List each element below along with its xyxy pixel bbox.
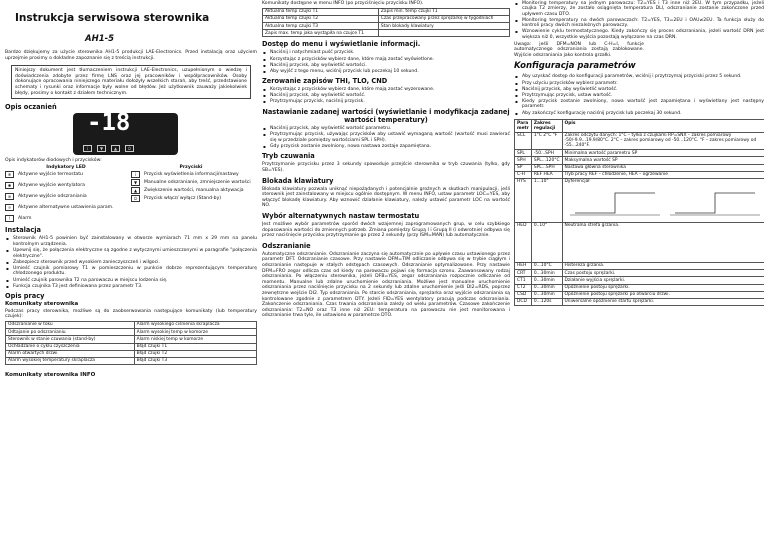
table-cell: HEH: [515, 262, 532, 269]
led-col-title: Indykatory LED: [46, 164, 86, 170]
table-header: Para metr: [515, 120, 532, 132]
table-cell: DCD: [515, 298, 532, 305]
led-label: Alarm: [18, 216, 32, 222]
defrost-text: Automatyczne odszranianie. Odszranianie zaczyna się automatycznie po upływie czasu ustawionego przez parametr DFT. Odszranianie czasowe. Przy nastawie DFM=TIM odliczanie odbywa się w trybie ciągłym i odszranianie następuje w stałych odstępach czasowych. Odszranianie optymalizowane. Przy nastawie DFM=FRO zegar odlicza czas od kiedy na parowaczu pojawi się formacja szronu. Zaawansowany rodzaj odszraniania. Po włączeniu sterownika, jeżeli DFB=YES, zegar odszraniania rozpocznie odliczanie od momentu. Manualne lub zdalne uruchomienie odszraniania. Możliwe jest manualne uruchomienie odszraniania przez naciśnięcie przycisku na 2 sekundy lub zdalne uruchomienie jeśli DI2=RDS, poprzez zewnętrzne wejście DI2. Typ odszraniania. Po starcie odszraniania, sprężarka oraz wyjście odszraniania są kontrolowane zgodnie z parametrem DTY. Jeżeli FID=YES wentylatory pracują podczas odszraniania. Zakończenie odszraniania. Czas trwania odszraniania zależy od wielu parametrów. Czasowe zakończenie odszraniania: T2=NO oraz T3 inne niż 2EU: temperatura na parowaczu nie jest monitorowana i odszranianie trwa tyle, ile ustawiono w parametrze DTO.: [262, 251, 510, 319]
table-cell: 1°C 2°C °F: [531, 132, 562, 150]
table-cell: Maksymalna wartość SP: [562, 157, 764, 164]
table-cell: Czas postoju sprężarki.: [562, 270, 764, 277]
table-cell: 0...30min: [531, 277, 562, 284]
reset-list: [262, 87, 510, 105]
table-cell: Aktualna temp czujki T2: [263, 15, 379, 22]
alt-settings-title: Wybór alternatywnych nastaw termostatu: [262, 212, 420, 220]
standby-button-icon[interactable]: ⏻: [125, 145, 134, 152]
list-item: ▪ Sterownik AH1-5 powinien być zainstalowany w otworze wymiarach 71 mm x 29 mm na panelu kontrolnym urządzenia.: [5, 236, 257, 247]
table-row: [515, 157, 765, 164]
list-item: ▪ Przytrzymując przycisk, ustaw wartość.: [514, 93, 764, 99]
table-cell: REF HEA: [531, 171, 562, 178]
table-cell: Działanie wyjścia sprężarki.: [562, 277, 764, 284]
messages-intro: Podczas pracy sterownika, możliwe są do zaobserwowania następujące komunikaty (lub temperatury czujek):: [5, 308, 257, 320]
table-cell: HED: [515, 222, 532, 262]
up-button-icon[interactable]: ▲: [111, 145, 120, 152]
button-label: Manualne odszranianie, zmniejszenie wartości: [144, 180, 251, 186]
table-cell: Aktualna temp czujki T3: [263, 23, 379, 30]
notice-box: Niniejszy dokument jest tłumaczeniem instrukcji LAE-Electronics, uzupełnionym o wiedzę i doświadczenia zdobyte przez firmę LNS oraz jej pracowników i współpracowników. Osoby dokonujące opracowania niniejszego materiału dołożyły wszelkich starań, aby treść, przedstawione schematy i rysunki oraz informacje były wolne od błędów. Jeż użytkownik zauważy jakiekolwiek błędy, prosimy o kontakt z działem technicznym.: [11, 65, 251, 99]
note-text: Uwaga: jeśli DFM=NON lub C-H=I, funkcje automatycznego odszraniania zostają zablokowane. Wyjście odszraniania jako kontrola grzałki.: [514, 41, 644, 58]
alt-settings-text: Jest możliwe wybór parametrów sporód dwóch wzajemnej zaprogramowanych grup, w celu szybkiego dopasowania wartości do zmiennych potrzeb. Zmiana pomiędzy Grupą I i Grupą II (i odwrotnie) odbywa się przez naciśnięcie przycisku przytrzymanie go przez 2 sekundy (przy ISM=MAN) lub automatycznie.: [262, 222, 510, 239]
table-cell: SPL: [515, 150, 532, 157]
table-cell: 0...30min: [531, 270, 562, 277]
table-cell-text: Dyferencjał: [564, 179, 590, 185]
info-icon: i: [131, 171, 140, 178]
table-row: [515, 178, 765, 222]
table-cell: Sterownik w stanie czuwania (stand-by): [6, 336, 135, 343]
table-cell: Zapis max. temp jaka wystąpiła na czujce T1: [263, 30, 379, 37]
table-cell: Czas przepracowany przez sprężarkę w tygodniach: [378, 15, 509, 22]
table-cell: SCL: [515, 132, 532, 150]
led-legend: [5, 165, 257, 224]
table-cell: SPH: [515, 157, 532, 164]
table-cell: SP: [515, 164, 532, 171]
button-label: Przycisk włącz/ wyłącz (Stand-by): [144, 196, 222, 202]
button-label: Przycisk wyświetlenia informacji/nastawy: [144, 172, 239, 178]
table-cell: SPL...120°C: [531, 157, 562, 164]
table-cell: Odszranianie w toku: [6, 321, 135, 328]
table-cell: Zapis min. temp czujki T1: [378, 8, 509, 15]
list-item: ▪ Aby wyjść z tego menu, wciśnij przycisk lub poczekaj 10 sekund.: [262, 69, 510, 75]
led-label: Aktywne wyjście wentylatora: [18, 183, 85, 189]
list-item: ▪ Przytrzymując przycisk, używając przycisków aby ustawić wymaganą wartość (wartość musi zawierać się w przedziale pomiędzy wartościami SPL i SPH).: [262, 132, 510, 143]
list-item: ▪ Korzystając z przycisków wybierz dane, które mają zostać wyświetlone.: [262, 57, 510, 63]
table-cell: Alarm wysokiej temp w komorze: [134, 329, 256, 336]
table-cell: Nastawa główna sterownika: [562, 164, 764, 171]
column-1: [5, 0, 257, 543]
keylock-text: Blokada klawiatury pozwala uniknąć niepożądanych i potencjalnie groźnych w skutkach manipulacji, jeśli sterownik jest zainstalowany w miejscu ogólnie dostępnym. W menu INFO, ustaw parametr LOC=YES, aby włączyć blokadę klawiatury. Aby wznowić działanie klawiatury, należy ustawić parametr LOC na wartość NO.: [262, 186, 510, 209]
model-name: AH1-5: [85, 34, 115, 44]
install-title: Instalacja: [5, 226, 42, 235]
table-row: [263, 8, 510, 15]
table-row: [515, 150, 765, 157]
fan-icon: ✱: [5, 182, 14, 189]
led-header: Opis indykatorów diodowych i przycisków:: [5, 158, 102, 164]
table-header: Zakres regulacji: [531, 120, 562, 132]
info-menu-header: Komunikaty dostępne w menu INFO (po przyciśnięciu przycisku INFO).: [262, 1, 424, 6]
led-row: [5, 193, 127, 200]
list-item: ▪ Naciśnij i natychmiast puść przycisk.: [262, 50, 510, 56]
column-2: [262, 0, 510, 543]
list-item: ▪ Upewnij się, że połączenia elektryczne są zgodne z wytycznymi umieszczonymi w paragrafie "połączenia elektryczne".: [5, 248, 257, 259]
alt-settings-icon: ☼: [5, 204, 14, 211]
table-cell: Alarm otwartych drzwi: [6, 350, 135, 357]
table-cell: SPL...SPH: [531, 164, 562, 171]
table-row: [6, 357, 257, 364]
info-button-icon[interactable]: i: [83, 145, 92, 152]
table-cell: 0..10°: [531, 222, 562, 262]
defrost-icon: ≋: [5, 193, 14, 200]
table-cell: 0...30min: [531, 284, 562, 291]
button-row: [131, 195, 251, 202]
table-cell: Błąd czujki T1: [134, 343, 256, 350]
power-icon: ⏻: [131, 195, 140, 202]
list-item: ▪ Naciśnij przycisk, aby wyświetlić wartość.: [262, 93, 510, 99]
list-item: ▪ Naciśnij przycisk, aby wyświetlić wartość.: [514, 87, 764, 93]
led-row: [5, 215, 127, 222]
table-cell: Opóźnienie postoju sprężarki po otwarciu drzwi.: [562, 291, 764, 298]
doc-title: Instrukcja serwisowa sterownika: [15, 12, 210, 24]
table-header: Opis: [562, 120, 764, 132]
list-item: ▪ Korzystając z przycisków wybierz dane, które mają zostać wyzerowane.: [262, 87, 510, 93]
standby-text: Przytrzymanie przycisku przez 3 sekundy spowoduje przejście sterownika w tryb czuwania (tylko, gdy SB=YES).: [262, 162, 510, 174]
lcd-value: -18: [87, 108, 131, 137]
button-label: Zwiększenie wartości, manualna aktywacja: [144, 188, 244, 194]
table-cell: Alarm wysokiej temperatury skraplacza: [6, 357, 135, 364]
table-cell: CRT: [515, 270, 532, 277]
up-arrow-icon: ▲: [131, 187, 140, 194]
table-cell: -50...SPH: [531, 150, 562, 157]
led-label: Aktywne wyjście termostatu: [18, 172, 83, 178]
led-row: [5, 204, 127, 211]
button-row: [131, 171, 251, 178]
lcd-buttons: [83, 145, 134, 152]
monitor-list: [514, 1, 764, 41]
list-item: ▪ Monitoring temperatury na dwóch parowaczach: T2=YES, T3=2EU i OAU≠2EU. Ta funkcja służy do kontroli pracy dwóch niezależnych parowaczy.: [514, 18, 764, 29]
button-row: [131, 187, 251, 194]
keylock-title: Blokada klawiatury: [262, 176, 334, 185]
thermostat-icon: ❄: [5, 171, 14, 178]
list-item: ▪ Zabezpiecz sterownik przed wysokiem zanieczyszczeń i wilgoci.: [5, 260, 257, 266]
reset-title: Zerowanie zapisów THI, TLO, CND: [262, 77, 388, 86]
column-3: [514, 0, 764, 543]
table-row: [515, 171, 765, 178]
parameter-table: [514, 119, 764, 306]
led-row: [5, 171, 127, 178]
list-item: ▪ Umieść czujnik parownika T2 na parowaczu w miejscu lodzenia się.: [5, 278, 257, 284]
table-cell: Ochładzanie o cyklu czyszczenia: [6, 343, 135, 350]
button-row: [131, 179, 251, 186]
table-cell: 1...10°: [531, 178, 562, 222]
table-cell: CT2: [515, 284, 532, 291]
standby-title: Tryb czuwania: [262, 152, 315, 161]
led-label: Aktywne wyjście odszraniania: [18, 194, 87, 200]
down-arrow-icon: ▼: [131, 179, 140, 186]
list-item: ▪ Przy użyciu przycisków wybierz parametr.: [514, 81, 764, 87]
table-cell: Zakres odczytu danych: 1°C – tylko z czujkami RP=SNX – zakres pomiarowy -50/-9.9...19.9/80°C. 2°C – zakres pomiarowy od -50...120°C. °F – zakres pomiarowy od -55...240°F.: [562, 132, 764, 150]
table-cell: [562, 178, 764, 222]
table-cell: Alarm wysokiego ciśnienia skraplacza: [134, 321, 256, 328]
table-row: [515, 284, 765, 291]
table-cell: Stan blokady klawiatury: [378, 23, 509, 30]
table-cell: Aktualna temp czujki T1: [263, 8, 379, 15]
table-row: [515, 222, 765, 262]
table-row: [515, 262, 765, 269]
intro-text: Bardzo dziękujemy za użycie sterownika AH1-5 produkcji LAE-Electronics. Przed instalacją oraz użyciem uprzejmie prosimy o dokładne zapoznanie się z treścią instrukcji.: [5, 50, 257, 61]
table-row: [515, 164, 765, 171]
table-cell: C-H: [515, 171, 532, 178]
table-cell: Minimalna wartość parametru SP: [562, 150, 764, 157]
table-row: [6, 343, 257, 350]
table-cell: CT1: [515, 277, 532, 284]
table-cell: Tryb pracy REF – chłodzenie, HEA – ogrzewanie: [562, 171, 764, 178]
table-cell: Neutralna strefa grzania.: [562, 222, 764, 262]
table-cell: Opóźnienie postoju sprężarki.: [562, 284, 764, 291]
messages-table: [5, 321, 257, 365]
list-item: ▪ Monitoring temperatury na jednym parowaczu: T2=YES i T3 inne niż 2EU. W tym przypadku, jeżeli czujka T2 zmierzy, że zostało osiągnięta temperatura DLI, odszranianie zostanie zakończone przed upływem czasu DTO.: [514, 1, 764, 18]
table-cell: CSD: [515, 291, 532, 298]
info-messages-title: Komunikaty sterownika INFO: [5, 372, 96, 379]
list-item: ▪ Umieść czujnik pomiarowy T1 w pomieszczeniu w punkcie dobrze reprezentującym temperaturę chłodzonego produktu.: [5, 266, 257, 277]
front-title: Opis oczanień: [5, 103, 57, 112]
info-table: [262, 8, 510, 38]
table-cell: 0...30min: [531, 291, 562, 298]
list-item: ▪ Gdy przycisk zostanie zwolniony, nowa nastawa zostaje zapamiętana.: [262, 144, 510, 150]
list-item: ▪ Aby uzyskać dostęp do konfiguracji parametrów, wciśnij i przytrzymaj przyciski przez 5 sekund.: [514, 74, 764, 80]
table-cell: [378, 30, 509, 37]
table-cell: Odtajanie po odszranianiu: [6, 329, 135, 336]
table-row: [263, 23, 510, 30]
table-row: [6, 321, 257, 328]
lcd-display: [73, 108, 178, 155]
table-cell: 0...10°C: [531, 262, 562, 269]
setpoint-list: [262, 126, 510, 149]
table-row: [515, 277, 765, 284]
list-item: ▪ Kiedy przycisk zostanie zwolniony, nowa wartość jest zapamiętana i wyświetlany jest następny parametr.: [514, 99, 764, 110]
table-row: [515, 298, 765, 305]
table-cell: 0...120s: [531, 298, 562, 305]
table-cell: Histereza grzania.: [562, 262, 764, 269]
ops-title: Opis pracy: [5, 292, 45, 301]
led-row: [5, 182, 127, 189]
button-col-title: Przyciski: [179, 164, 203, 170]
config-list: [514, 74, 764, 116]
table-header-row: [515, 120, 765, 132]
access-list: [262, 50, 510, 74]
table-cell: HYS: [515, 178, 532, 222]
install-list: [5, 236, 257, 289]
list-item: ▪ Przytrzymując przycisk, naciśnij przycisk.: [262, 99, 510, 105]
list-item: ▪ Naciśnij przycisk, aby wyświetlić wartość parametru.: [262, 126, 510, 132]
table-row: [263, 30, 510, 37]
table-cell: Błąd czujki T2: [134, 350, 256, 357]
alarm-icon: !: [5, 215, 14, 222]
messages-title: Komunikaty sterownika: [5, 301, 79, 308]
table-row: [515, 132, 765, 150]
down-button-icon[interactable]: ▼: [97, 145, 106, 152]
list-item: ▪ Aby zakończyć konfigurację naciśnij przycisk lub poczekaj 30 sekund.: [514, 111, 764, 117]
table-cell: Uniwersalne opóźnienie startu sprężarki.: [562, 298, 764, 305]
table-row: [263, 15, 510, 22]
table-row: [6, 329, 257, 336]
table-row: [515, 291, 765, 298]
table-row: [515, 270, 765, 277]
table-cell: Alarm niskiej temp w komorze: [134, 336, 256, 343]
led-label: Aktywne alternatywne ustawienia param.: [18, 205, 114, 211]
hysteresis-diagram-icon: [565, 185, 764, 219]
table-row: [6, 336, 257, 343]
list-item: ▪ Wznowienie cyklu termostatycznego. Kiedy zakończy się proces odszraniania, jeżeli wartość DRN jest większa niż 0, wszystkie wyjścia pozostają wyłączone na czas DRN.: [514, 29, 764, 40]
defrost-title: Odszranianie: [262, 241, 311, 250]
access-title: Dostęp do menu i wyświetlanie informacji.: [262, 40, 421, 49]
list-item: ▪ Funkcja czujnika T3 jest definiowana przez parametr T3.: [5, 284, 257, 290]
config-title: Konfiguracja parametrów: [514, 61, 636, 72]
table-cell: Błąd czujki T3: [134, 357, 256, 364]
setpoint-title: Nastawianie zadanej wartości (wyświetlanie i modyfikacja zadanej wartości temperatury): [262, 108, 510, 125]
table-row: [6, 350, 257, 357]
list-item: ▪ Naciśnij przycisk, aby wyświetlić wartości.: [262, 63, 510, 69]
